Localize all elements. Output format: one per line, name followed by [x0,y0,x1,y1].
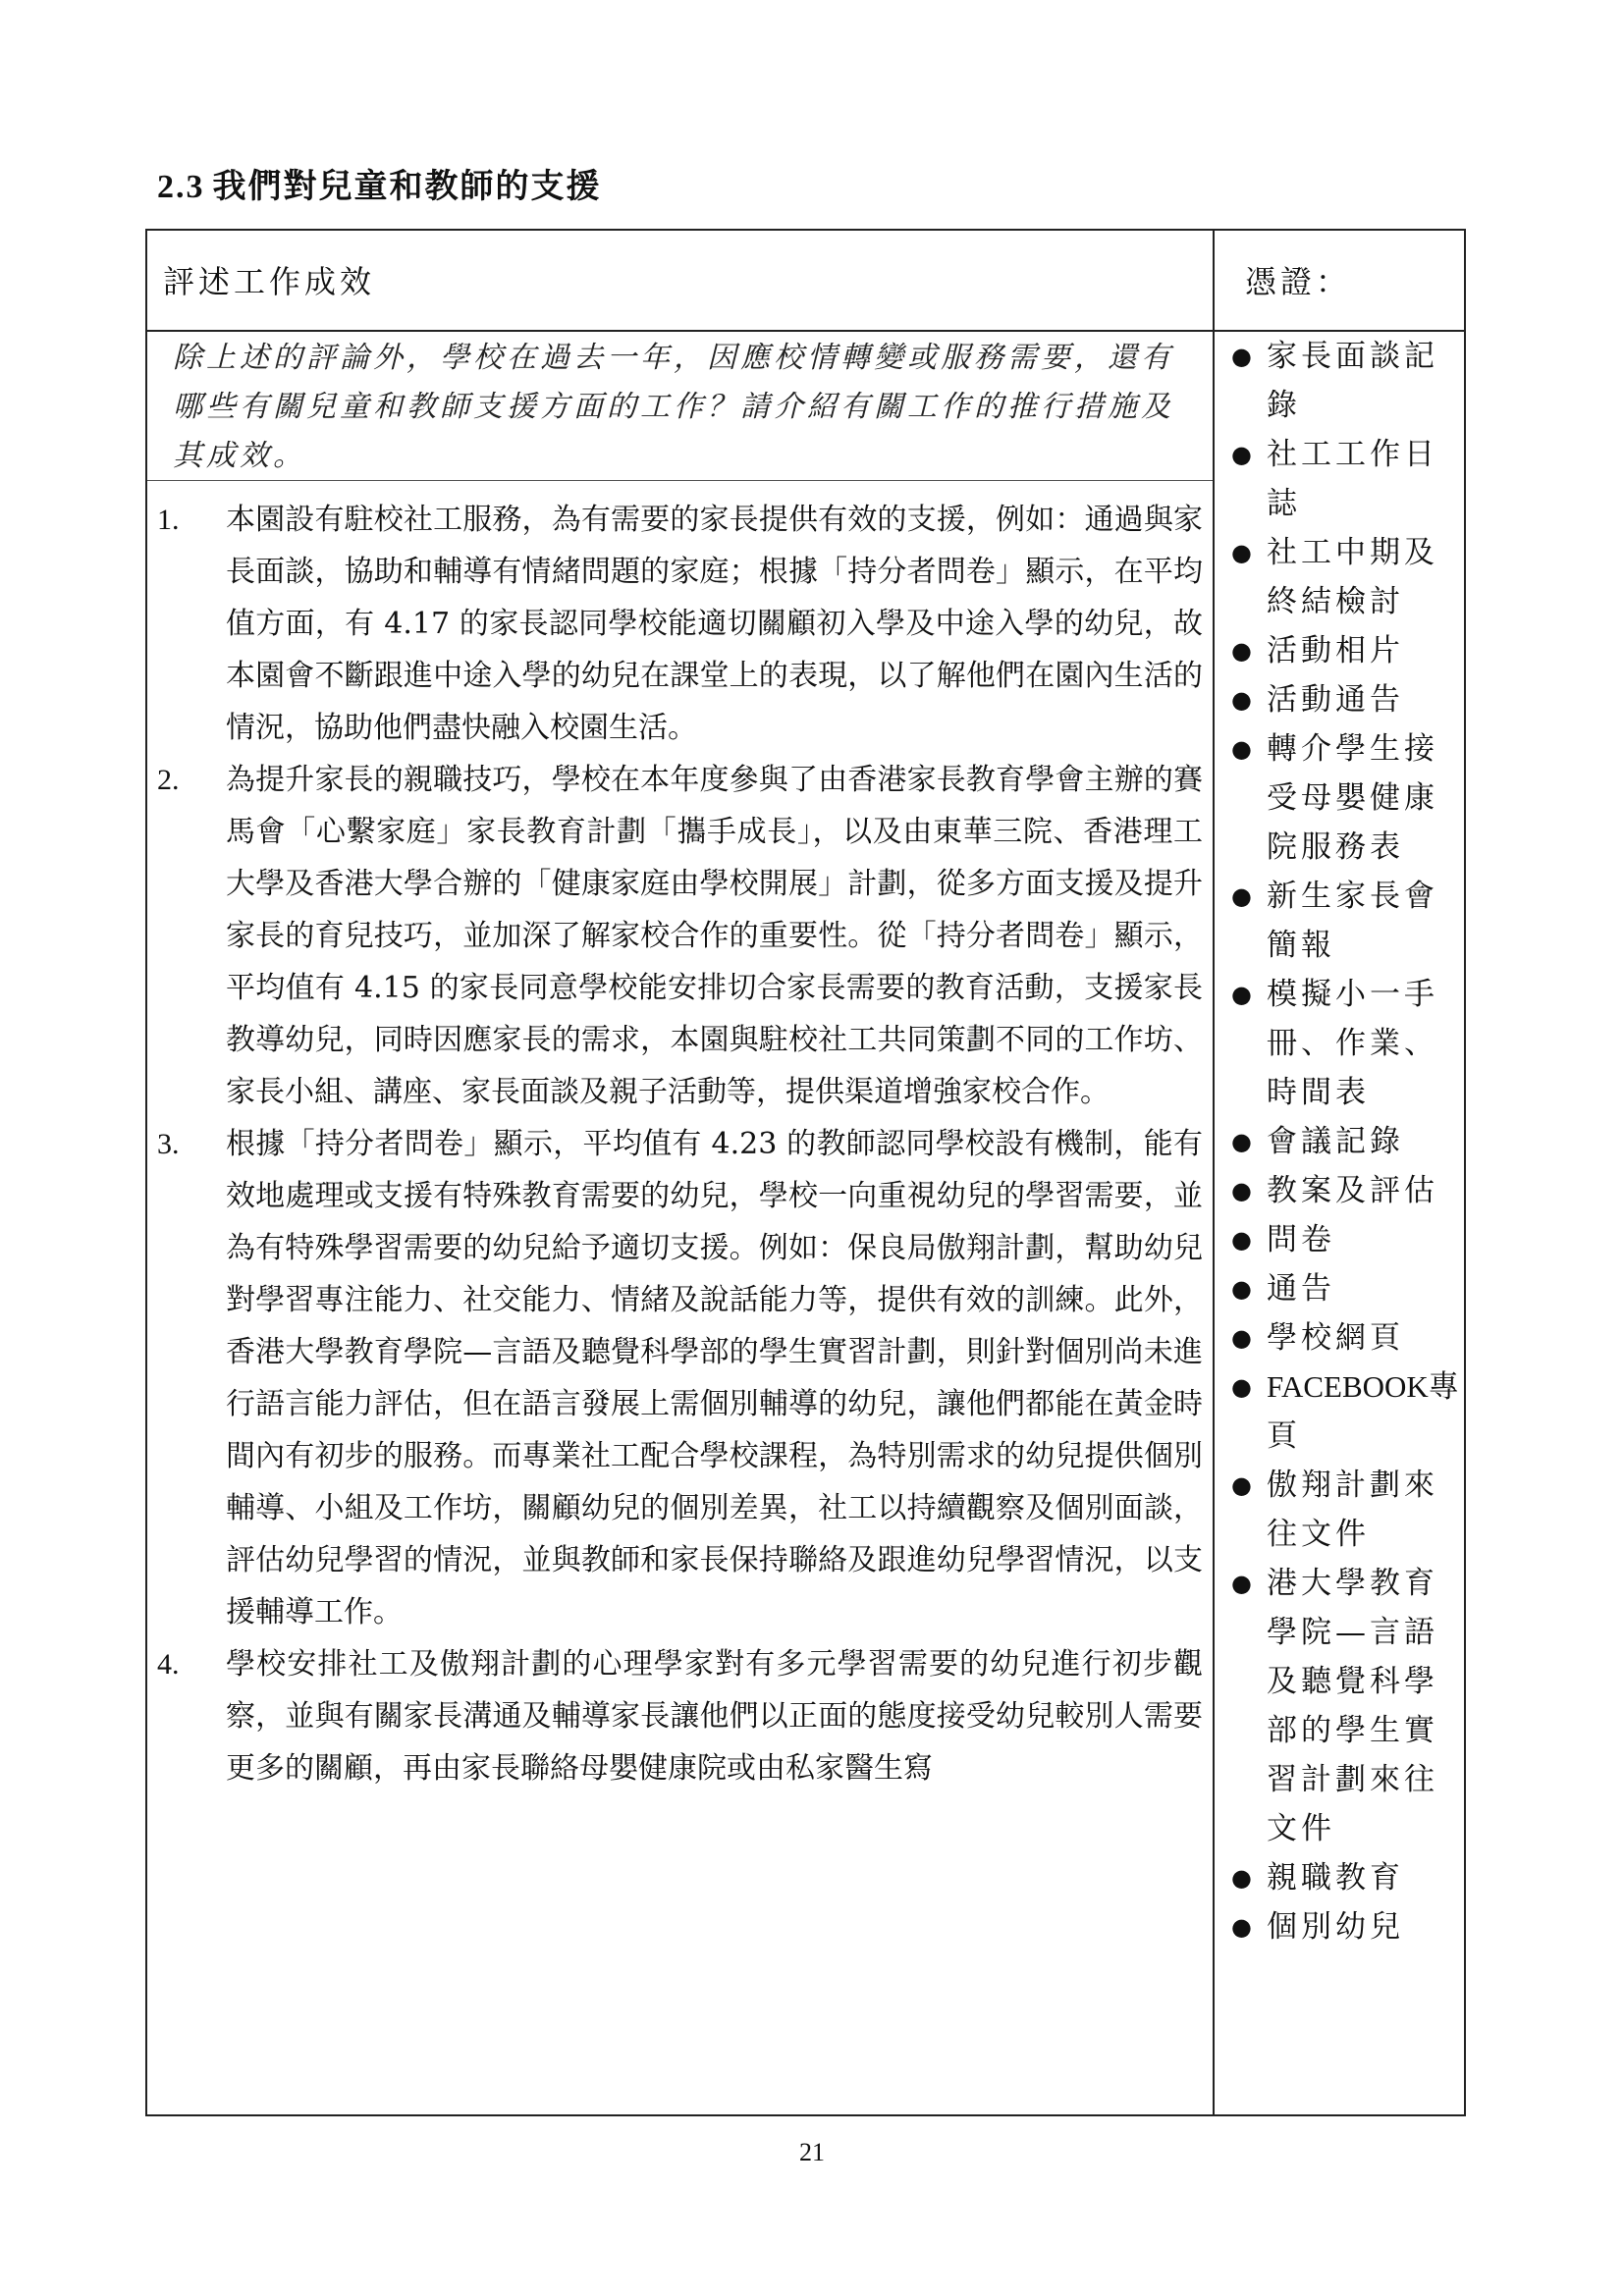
evidence-item: ● FACEBOOK專頁 [1227,1362,1463,1461]
evidence-item: ● 社工中期及終結檢討 [1227,528,1463,626]
evidence-item: ● 親職教育 [1227,1853,1463,1902]
evaluation-list [157,494,1203,1794]
evidence-item: ● 活動通告 [1227,675,1463,724]
bullet-icon: ● [1231,1570,1256,1597]
bullet-icon: ● [1231,686,1256,714]
item-text: 本園設有駐校社工服務，為有需要的家長提供有效的支援，例如：通過與家長面談，協助和輔導有情緒問題的家庭；根據「持分者問卷」顯示，在平均值方面，有 4.17 的家長認同學校能適切關顧初入學及中途入學的幼兒，故本園會不斷跟進中途入學的幼兒在課堂上的表現，以了解他們在園內生活的情況，協助他們盡快融入校園生活。 [226,503,1203,745]
column-divider [1213,229,1215,2116]
section-title: 我們對兒童和教師的支援 [212,167,602,206]
evidence-item: ● 港大學教育學院—言語及聽覺科學部的學生實習計劃來往文件 [1227,1559,1463,1853]
evidence-item: ● 社工工作日誌 [1227,430,1463,528]
item-number: 1. [157,504,180,536]
column-header-evidence: 憑證： [1245,263,1352,300]
evidence-item: ● 新生家長會簡報 [1227,872,1463,970]
bullet-icon: ● [1231,882,1256,910]
evaluation-item-3 [157,1118,1203,1638]
guiding-prompt: 除上述的評論外，學校在過去一年，因應校情轉變或服務需要，還有哪些有關兒童和教師支援方面的工作？請介紹有關工作的推行措施及其成效。 [173,341,1174,473]
bullet-icon: ● [1231,1864,1256,1892]
evidence-item: ● 活動相片 [1227,626,1463,675]
item-text: 為提升家長的親職技巧，學校在本年度參與了由香港家長教育學會主辦的賽馬會「心繫家庭」家長教育計劃「攜手成長」，以及由東華三院、香港理工大學及香港大學合辦的「健康家庭由學校開展」計劃，從多方面支援及提升家長的育兒技巧，並加深了解家校合作的重要性。從「持分者問卷」顯示，平均值有 4.15 的家長同意學校能安排切合家長需要的教育活動，支援家長教導幼兒，同時因應家長的需求，本園與駐校社工共同策劃不同的工作坊、家長小組、講座、家長面談及親子活動等，提供渠道增強家校合作。 [226,763,1203,1109]
item-number: 3. [157,1128,180,1160]
evaluation-item-4 [157,1638,1203,1794]
bullet-icon: ● [1231,1275,1256,1303]
evidence-item: ● 個別幼兒 [1227,1902,1463,1951]
item-number: 4. [157,1648,180,1681]
section-number: 2.3 [157,169,205,205]
bullet-icon: ● [1231,1471,1256,1499]
section-heading [157,159,602,207]
column-header-evaluation: 評述工作成效 [163,263,376,300]
evidence-item: ● 傲翔計劃來往文件 [1227,1461,1463,1559]
evidence-item: ● 家長面談記錄 [1227,332,1463,430]
bullet-icon: ● [1231,1324,1256,1352]
bullet-icon: ● [1231,1913,1256,1941]
evidence-item: ● 教案及評估 [1227,1166,1463,1215]
bullet-icon: ● [1231,735,1256,763]
bullet-icon: ● [1231,1177,1256,1204]
evidence-item: ● 通告 [1227,1264,1463,1313]
evidence-item: ● 問卷 [1227,1215,1463,1264]
evidence-item: ● 模擬小一手冊、作業、時間表 [1227,970,1463,1117]
evaluation-item-1 [157,494,1203,754]
item-number: 2. [157,764,180,796]
evidence-item: ● 學校網頁 [1227,1313,1463,1362]
bullet-icon: ● [1231,539,1256,566]
bullet-icon: ● [1231,343,1256,370]
evidence-list [1227,332,1463,1951]
item-text: 根據「持分者問卷」顯示，平均值有 4.23 的教師認同學校設有機制，能有效地處理或支援有特殊教育需要的幼兒，學校一向重視幼兒的學習需要，並為有特殊學習需要的幼兒給予適切支援。例如：保良局傲翔計劃，幫助幼兒對學習專注能力、社交能力、情緒及說話能力等，提供有效的訓練。此外，香港大學教育學院—言語及聽覺科學部的學生實習計劃，則針對個別尚未進行語言能力評估，但在語言發展上需個別輔導的幼兒，讓他們都能在黃金時間內有初步的服務。而專業社工配合學校課程，為特別需求的幼兒提供個別輔導、小組及工作坊，關顧幼兒的個別差異，社工以持續觀察及個別面談，評估幼兒學習的情況，並與教師和家長保持聯絡及跟進幼兒學習情況，以支援輔導工作。 [226,1127,1203,1629]
evidence-item: ● 轉介學生接受母嬰健康院服務表 [1227,724,1463,872]
evaluation-item-2 [157,754,1203,1118]
bullet-icon: ● [1231,637,1256,665]
bullet-icon: ● [1231,1128,1256,1155]
page-number: 21 [799,2138,825,2166]
item-text: 學校安排社工及傲翔計劃的心理學家對有多元學習需要的幼兒進行初步觀察，並與有關家長溝通及輔導家長讓他們以正面的態度接受幼兒較別人需要更多的關顧，再由家長聯絡母嬰健康院或由私家醫生寫 [226,1647,1203,1786]
bullet-icon: ● [1231,1373,1256,1401]
bullet-icon: ● [1231,981,1256,1008]
bullet-icon: ● [1231,1226,1256,1254]
evidence-item: ● 會議記錄 [1227,1117,1463,1166]
bullet-icon: ● [1231,441,1256,468]
